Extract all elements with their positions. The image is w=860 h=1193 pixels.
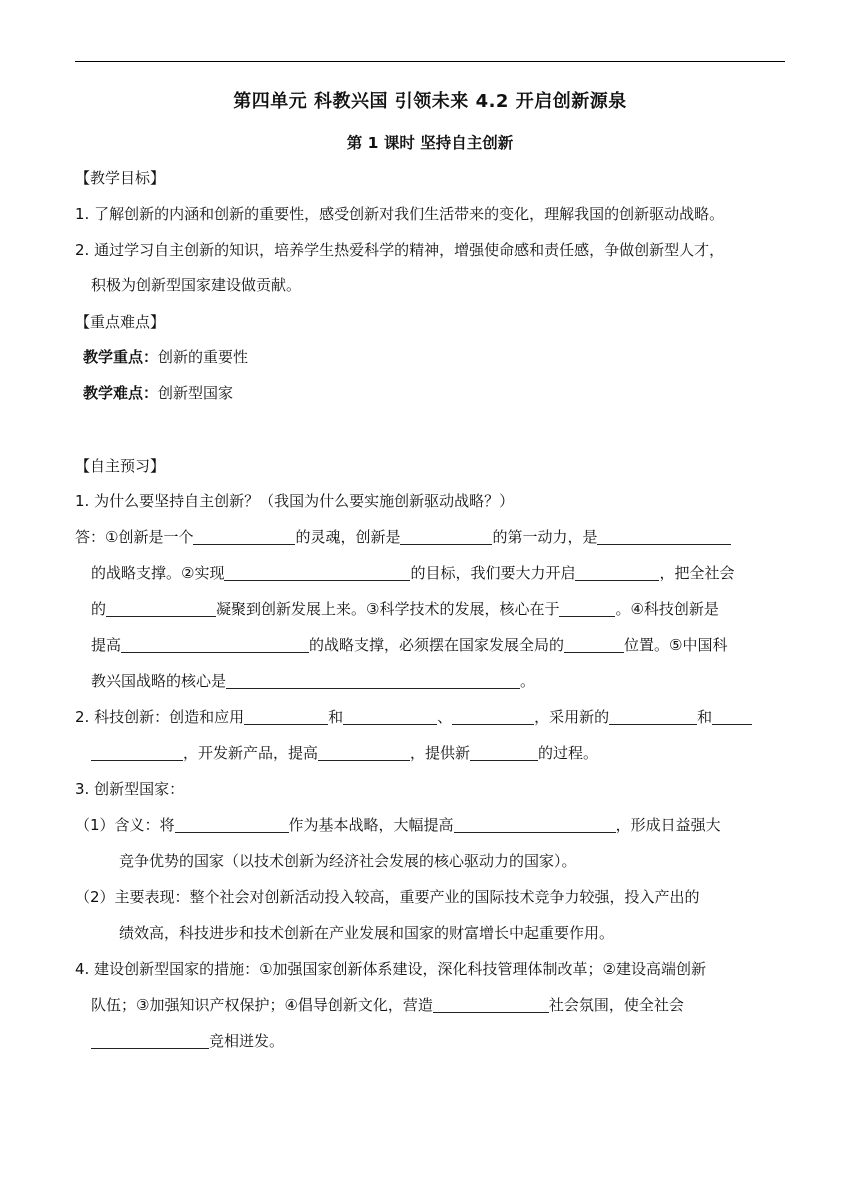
text-segment: 竞相迸发。 bbox=[209, 1032, 285, 1050]
answer-1-line-5 bbox=[91, 671, 535, 691]
fill-blank[interactable] bbox=[106, 600, 216, 617]
question-4-line-2 bbox=[91, 995, 684, 1015]
text-segment: ，采用新的 bbox=[534, 708, 610, 726]
text-segment: 和 bbox=[697, 708, 713, 726]
text-segment: ，把全社会 bbox=[659, 564, 735, 582]
question-2-line-1 bbox=[75, 707, 752, 727]
text-segment: 答：①创新是一个 bbox=[75, 528, 194, 546]
question-3-2-line-2: 绩效高，科技进步和技术创新在产业发展和国家的财富增长中起重要作用。 bbox=[119, 924, 615, 942]
fill-blank[interactable] bbox=[244, 708, 328, 725]
text-segment: 的过程。 bbox=[538, 744, 599, 762]
fill-blank[interactable] bbox=[597, 528, 731, 545]
question-1: 1. 为什么要坚持自主创新？（我国为什么要实施创新驱动战略？） bbox=[75, 492, 515, 510]
text-segment: 、 bbox=[437, 708, 453, 726]
question-4-line-3 bbox=[91, 1031, 284, 1051]
fill-blank[interactable] bbox=[712, 708, 752, 725]
text-segment: 2. 科技创新：创造和应用 bbox=[75, 708, 245, 726]
text-segment: （1）含义：将 bbox=[75, 816, 175, 834]
text-segment: 的战略支撑，必须摆在国家发展全局的 bbox=[309, 636, 565, 654]
text-segment: 队伍；③加强知识产权保护；④倡导创新文化，营造 bbox=[91, 996, 433, 1014]
objective-item-1: 1. 了解创新的内涵和创新的重要性，感受创新对我们生活带来的变化，理解我国的创新驱动战略。 bbox=[75, 205, 725, 223]
preview-heading: 【自主预习】 bbox=[75, 457, 166, 475]
answer-1-line-3 bbox=[91, 599, 719, 619]
keypoints-heading: 【重点难点】 bbox=[75, 313, 166, 331]
fill-blank[interactable] bbox=[470, 744, 538, 761]
teaching-difficulty bbox=[83, 383, 233, 403]
top-rule bbox=[75, 61, 785, 62]
fill-blank[interactable] bbox=[452, 708, 534, 725]
fill-blank[interactable] bbox=[454, 816, 616, 833]
answer-1-line-2 bbox=[91, 563, 734, 583]
text-segment: ，形成日益强大 bbox=[615, 816, 721, 834]
fill-blank[interactable] bbox=[318, 744, 410, 761]
teaching-focus bbox=[83, 347, 248, 367]
difficulty-label: 教学难点： bbox=[83, 384, 159, 402]
text-segment: 。④科技创新是 bbox=[615, 600, 719, 618]
answer-1-line-4 bbox=[91, 635, 727, 655]
question-3: 3. 创新型国家： bbox=[75, 780, 185, 798]
text-segment: 。 bbox=[520, 672, 536, 690]
page-title: 第四单元 科教兴国 引领未来 4.2 开启创新源泉 bbox=[233, 91, 627, 112]
text-segment: ，开发新产品，提高 bbox=[183, 744, 319, 762]
fill-blank[interactable] bbox=[91, 1032, 209, 1049]
fill-blank[interactable] bbox=[400, 528, 492, 545]
fill-blank[interactable] bbox=[224, 564, 410, 581]
fill-blank[interactable] bbox=[343, 708, 437, 725]
focus-label: 教学重点： bbox=[83, 348, 159, 366]
text-segment: 的 bbox=[91, 600, 107, 618]
question-3-1-line-1 bbox=[75, 815, 721, 835]
fill-blank[interactable] bbox=[559, 600, 615, 617]
objectives-heading: 【教学目标】 bbox=[75, 169, 166, 187]
objective-item-2: 2. 通过学习自主创新的知识，培养学生热爱科学的精神，增强使命感和责任感，争做创新型人才， bbox=[75, 241, 725, 259]
text-segment: 的灵魂，创新是 bbox=[295, 528, 401, 546]
question-3-2-line-1: （2）主要表现：整个社会对创新活动投入较高，重要产业的国际技术竞争力较强，投入产出的 bbox=[75, 888, 700, 906]
text-segment: 的目标，我们要大力开启 bbox=[410, 564, 576, 582]
fill-blank[interactable] bbox=[175, 816, 289, 833]
fill-blank[interactable] bbox=[193, 528, 295, 545]
text-segment: 和 bbox=[328, 708, 344, 726]
text-segment: 提高 bbox=[91, 636, 122, 654]
fill-blank[interactable] bbox=[575, 564, 659, 581]
objective-item-2-cont: 积极为创新型国家建设做贡献。 bbox=[91, 276, 302, 294]
text-segment: 教兴国战略的核心是 bbox=[91, 672, 227, 690]
text-segment: 凝聚到创新发展上来。③科学技术的发展，核心在于 bbox=[216, 600, 560, 618]
fill-blank[interactable] bbox=[91, 744, 183, 761]
text-segment: 的第一动力，是 bbox=[492, 528, 598, 546]
question-3-1-line-2: 竞争优势的国家（以技术创新为经济社会发展的核心驱动力的国家）。 bbox=[119, 852, 577, 870]
fill-blank[interactable] bbox=[226, 672, 520, 689]
text-segment: 作为基本战略，大幅提高 bbox=[288, 816, 454, 834]
difficulty-value: 创新型国家 bbox=[158, 384, 234, 402]
fill-blank[interactable] bbox=[609, 708, 697, 725]
fill-blank[interactable] bbox=[564, 636, 624, 653]
question-4-line-1: 4. 建设创新型国家的措施：①加强国家创新体系建设，深化科技管理体制改革；②建设高端创新 bbox=[75, 960, 706, 978]
lesson-subtitle: 第 1 课时 坚持自主创新 bbox=[346, 134, 514, 152]
text-segment: 位置。⑤中国科 bbox=[624, 636, 728, 654]
text-segment: 的战略支撑。②实现 bbox=[91, 564, 225, 582]
focus-value: 创新的重要性 bbox=[158, 348, 249, 366]
fill-blank[interactable] bbox=[433, 996, 549, 1013]
answer-1-line-1 bbox=[75, 527, 731, 547]
question-2-line-2 bbox=[91, 743, 598, 763]
fill-blank[interactable] bbox=[121, 636, 309, 653]
text-segment: 社会氛围，使全社会 bbox=[548, 996, 684, 1014]
text-segment: ，提供新 bbox=[410, 744, 471, 762]
